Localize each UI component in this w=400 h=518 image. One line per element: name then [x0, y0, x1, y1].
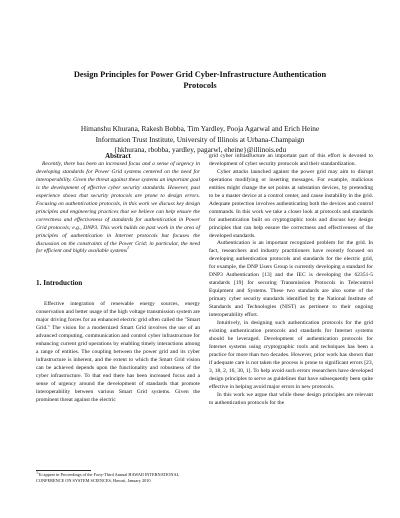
paragraph-2: Cyber attacks launched against the power grid may aim to disrupt operations modifying or inserting messages. For example, malicious entities might change the set points at substation devices, by pretending to be a master device at a control center, and cause instability in the grid. Adequate protection involves authenticating both the devices and control commands. In this work we take a closer look at protocols and standards for authentication built on cryptographic tools and discuss key design principles that can help ensure the correctness and effectiveness of the developed standards.	[209, 168, 373, 239]
author-emails: {hkhurana, rbobba, yardley, pagarwl, eheine}@illinois.edu	[113, 145, 287, 154]
section-heading-introduction	[36, 279, 200, 288]
section-title: Introduction	[43, 279, 83, 288]
section-number: 1.	[36, 279, 42, 288]
abstract-heading: Abstract	[105, 153, 131, 160]
author-list: Himanshu Khurana, Rakesh Bobba, Tim Yardley, Pooja Agarwal and Erich Heine	[80, 124, 320, 133]
right-column	[209, 153, 373, 408]
abstract-body: Recently, there has been an increased focus and a sense of urgency in developing standards for Power Grid systems centered on the need for interoperability. Given the threat against these systems an important goal is the development of effective cyber security standards. However, past experience shows that security protocols are prone to design errors. Focusing on authentication protocols, in this work we discuss key design principles and engineering practices that we believe can help ensure the correctness and effectiveness of standards for authentication in Power Grid protocols; e.g., DNP3. This work builds on past work in the area of principles of authentication in Internet protocols but focuses the discussion on the constraints of the Power Grid; in particular, the need for efficient and highly available systems	[36, 161, 200, 255]
paper-title-line-2: Protocols	[183, 81, 217, 90]
abstract-footnote-mark: 1	[127, 245, 130, 251]
left-column	[36, 152, 200, 405]
paper-title-line-1: Design Principles for Power Grid Cyber-Infrastructure Authentication	[73, 70, 327, 79]
introduction-paragraph: Effective integration of renewable energy sources, energy conservation and better usage of the high voltage transmission system are major driving forces for an enhanced electric grid often called the "Smart Grid." The vision for a modernized Smart Grid involves the use of an advanced computing, communication and control cyber infrastructure for enhancing current grid operations by enabling timely interactions among a range of entities. The coupling between the power grid and its cyber infrastructure is inherent, and the extent to which the Smart Grid vision can be achieved depends upon the functionality and robustness of the cyber infrastructure. To that end there has been increased focus and a sense of urgency around the development of standards that promote interoperability between various Smart Grid systems. Given the prominent threat against the electric	[36, 301, 200, 403]
paper-title	[40, 69, 360, 91]
paragraph-4: Intuitively, in designing such authentication protocols for the grid existing authentication protocols and standards for Internet systems should be leveraged. Development of authentication protocols for Internet systems using cryptographic tools and techniques has been a practice for more than two decades. However, prior work has shown that if adequate care is not taken the process is prone to significant errors [23, 3, 18, 2, 16, 30, 1]. To help avoid such errors researchers have developed design principles to serve as guidelines that have subsequently been quite effective in helping avoid major errors in new protocols.	[209, 320, 373, 390]
paragraph-3: Authentication is an important recognized problem for the grid. In fact, researchers and industry practitioners have recently focused on developing authentication protocols and standards for the electric grid, for example, the DNP Users Group is currently developing a standard for DNP3 Authentication [13] and the IEC is developing the 62351-5 standards [19] for securing Transmission Protocols in Telecontrol Equipment and Systems. These two standards are also some of the primary cyber security standards identified by the National Institute of Standards and Technologies (NIST) as pertinent to their ongoing interoperability effort.	[209, 240, 373, 319]
footnote-text: To appear in Proceedings of the Forty-Third Annual HAWAII INTERNATIONAL CONFERENCE ON SYSTEM SCIENCES, Hawaii, January 2010	[36, 472, 180, 483]
footnote-mark: 1	[36, 469, 38, 475]
abstract-text	[36, 161, 200, 256]
paragraph-5: In this work we argue that while these design principles are relevant to authentication protocols for the	[209, 391, 373, 406]
author-affiliation: Information Trust Institute, University of Illinois at Urbana-Champaign	[95, 134, 305, 144]
footnote-rule	[36, 470, 91, 471]
paragraph-1: grid cyber infrastructure an important part of this effort is devoted to development of cyber security protocols and their standardization.	[209, 153, 373, 167]
author-block	[40, 124, 360, 156]
footnote	[36, 469, 200, 483]
